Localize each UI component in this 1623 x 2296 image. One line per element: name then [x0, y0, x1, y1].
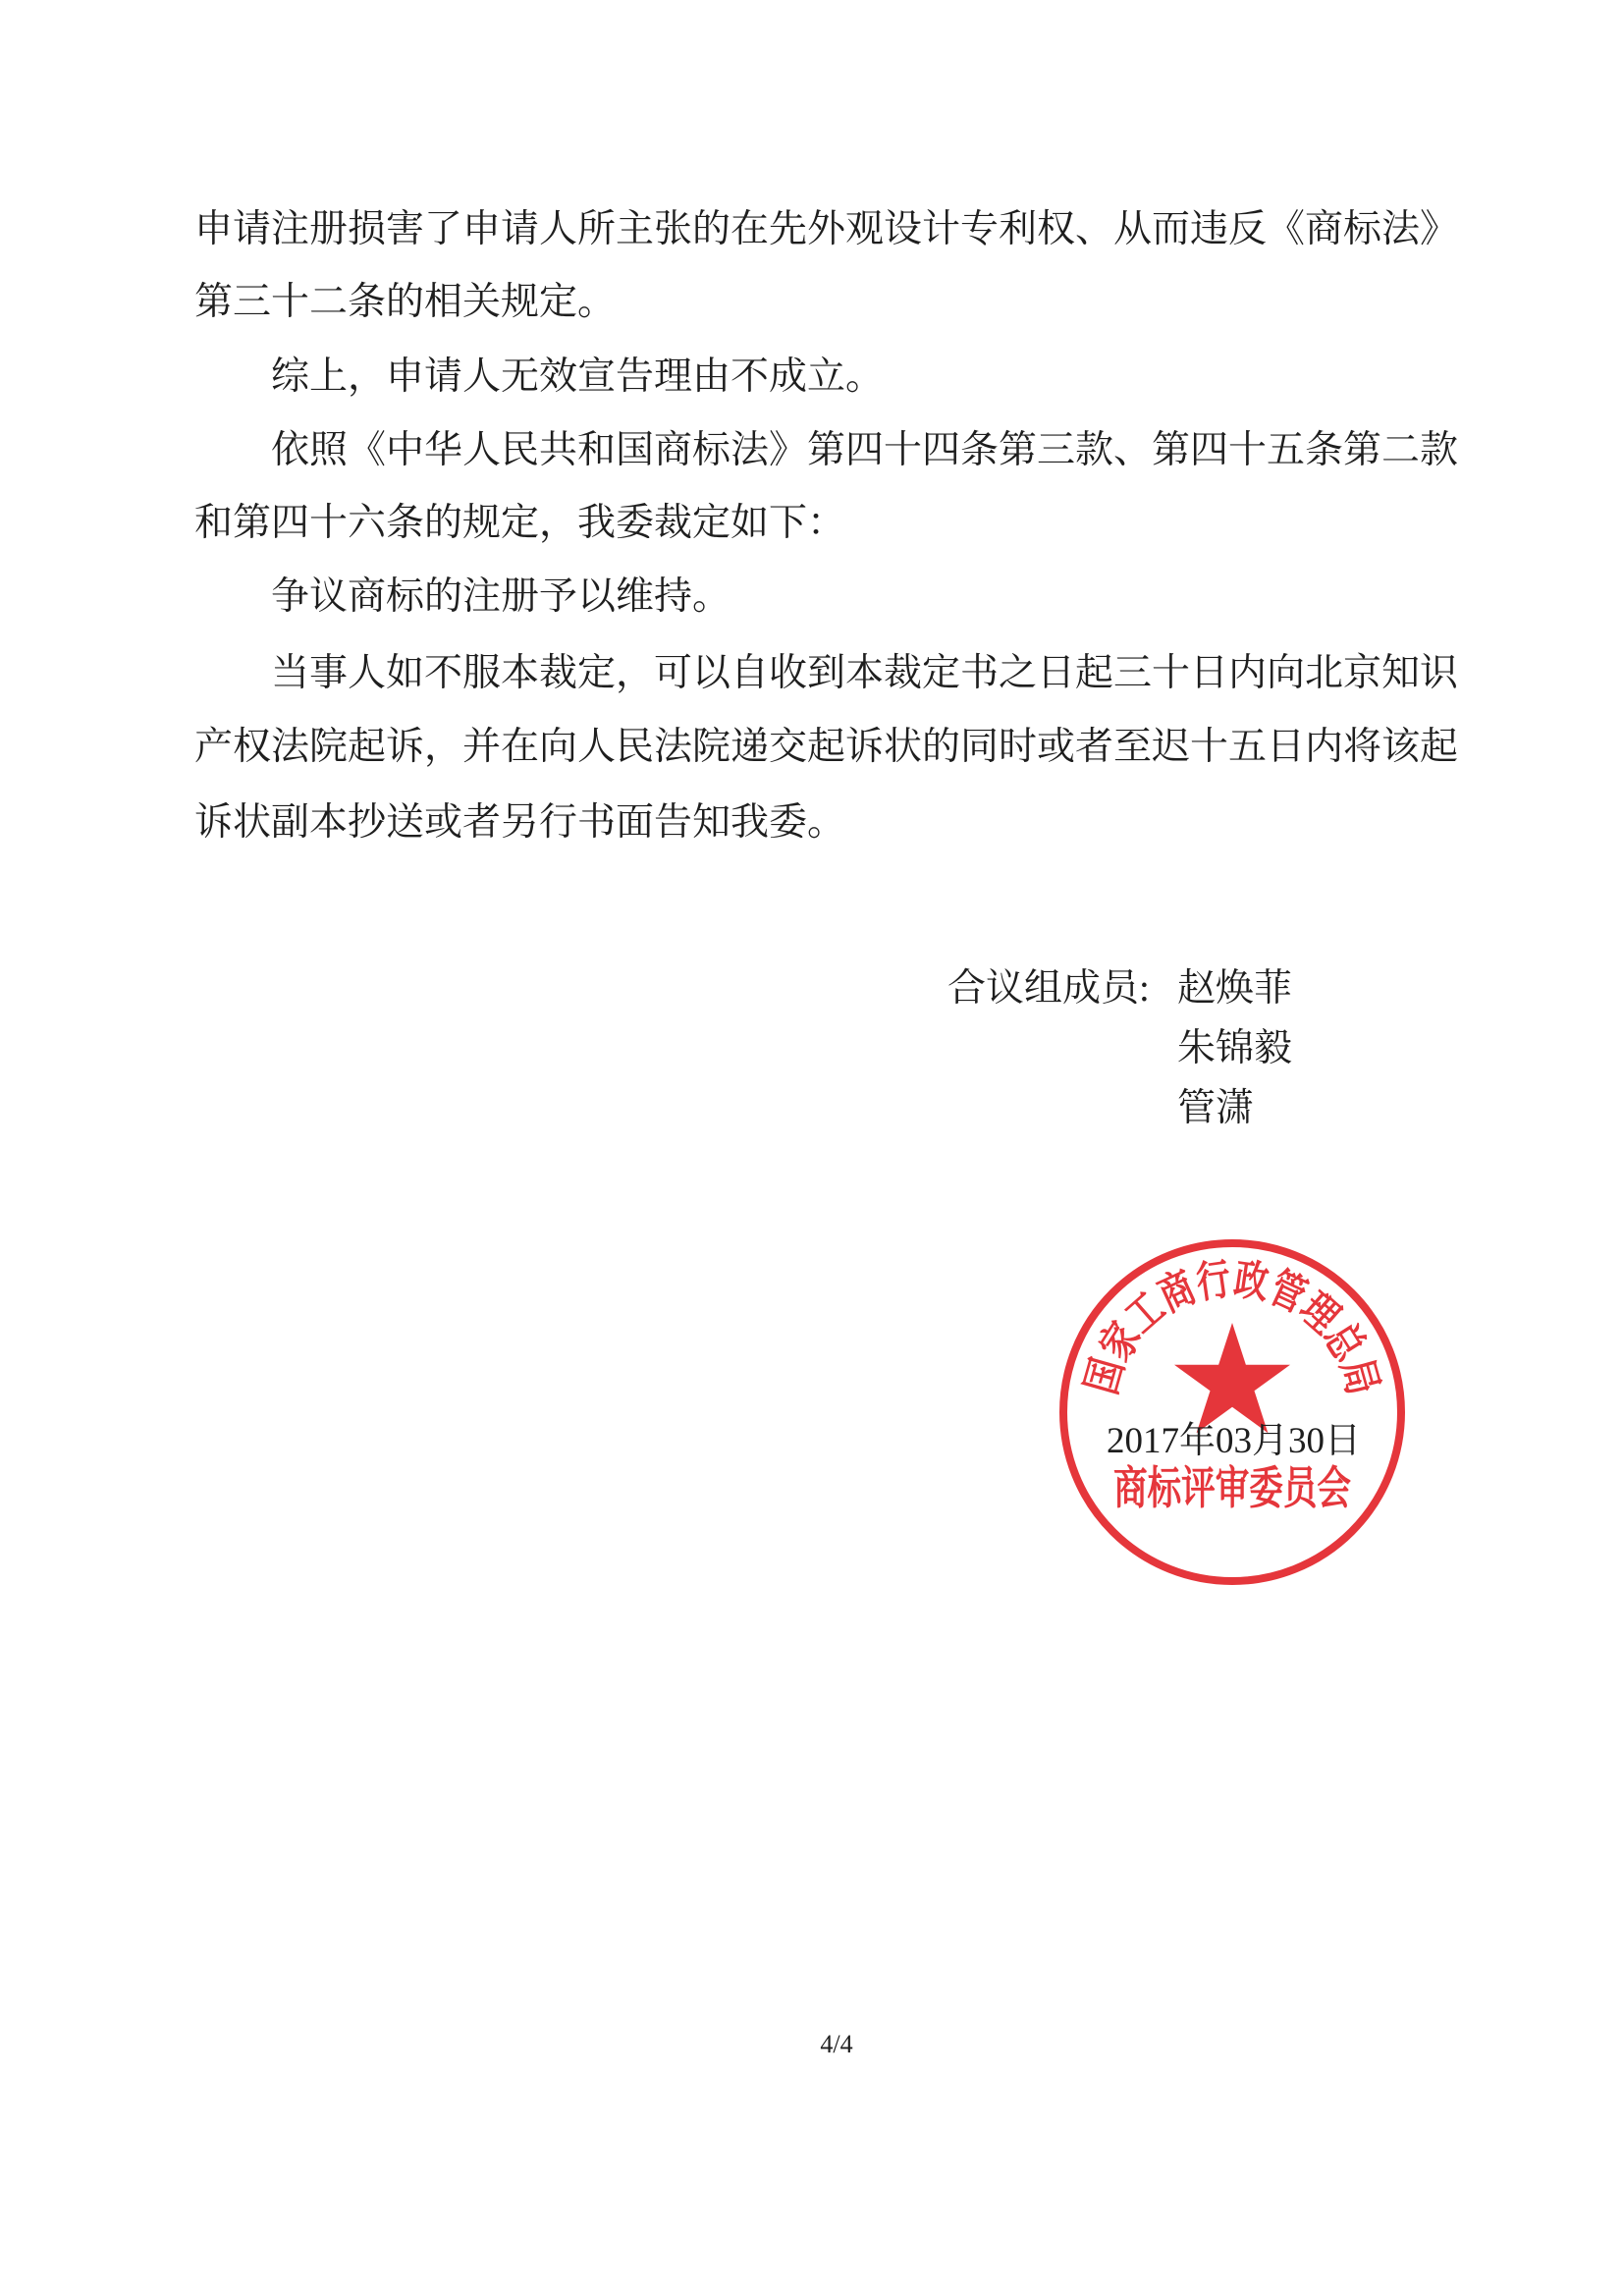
body-line: 诉状副本抄送或者另行书面告知我委。	[194, 801, 846, 844]
body-line: 当事人如不服本裁定，可以自收到本裁定书之日起三十日内向北京知识	[271, 652, 1459, 694]
panel-member-name: 朱锦毅	[1177, 1027, 1293, 1069]
body-line: 产权法院起诉，并在向人民法院递交起诉状的同时或者至迟十五日内将该起	[194, 726, 1459, 768]
page-number: 4/4	[820, 2030, 853, 2058]
panel-member-name: 管潇	[1177, 1087, 1255, 1129]
official-seal	[1046, 1226, 1419, 1599]
star-icon	[1174, 1323, 1290, 1433]
body-line: 第三十二条的相关规定。	[194, 281, 617, 323]
body-line: 依照《中华人民共和国商标法》第四十四条第三款、第四十五条第二款	[271, 429, 1459, 471]
body-line: 申请注册损害了申请人所主张的在先外观设计专利权、从而违反《商标法》	[194, 208, 1459, 250]
panel-member-name: 赵焕菲	[1177, 967, 1293, 1010]
seal-top-text-path: 国家工商行政管理总局	[1076, 1252, 1391, 1409]
decision-date: 2017年03月30日	[1107, 1421, 1361, 1461]
body-line: 和第四十六条的规定，我委裁定如下：	[194, 502, 846, 544]
body-line: 综上，申请人无效宣告理由不成立。	[271, 355, 885, 398]
panel-members-label: 合议组成员:	[947, 967, 1150, 1010]
seal-bottom-text: 商标评审委员会	[1113, 1461, 1351, 1514]
body-line: 争议商标的注册予以维持。	[271, 575, 731, 618]
